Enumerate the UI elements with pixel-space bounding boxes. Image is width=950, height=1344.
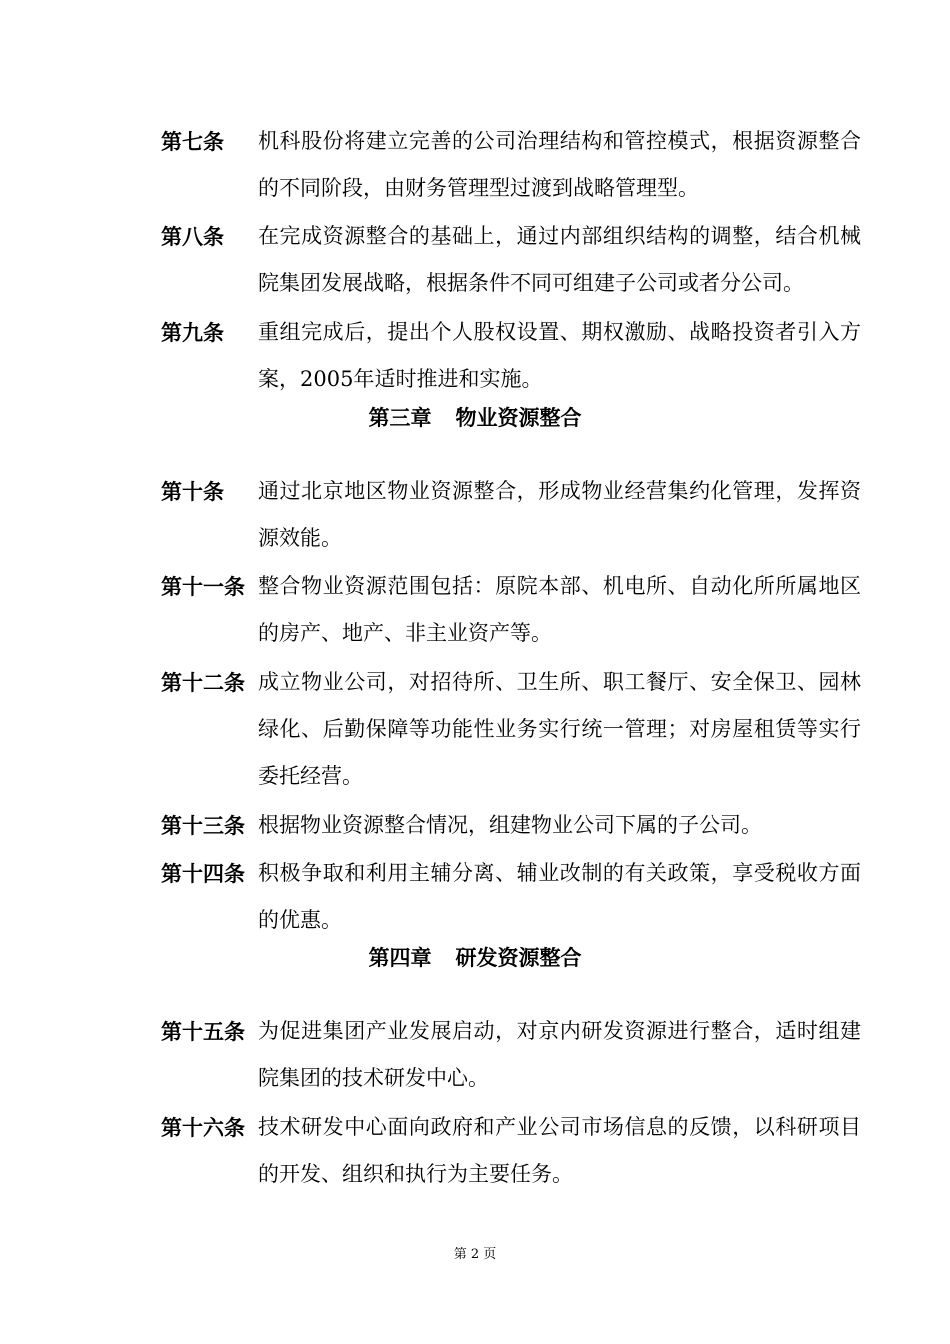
article-text: 在完成资源整合的基础上，通过内部组织结构的调整，结合机械院集团发展战略，根据条件不同可组建子公司或者分公司。	[258, 224, 861, 295]
article-16	[161, 1104, 861, 1198]
article-number: 第十一条	[161, 574, 245, 599]
article-number: 第七条	[161, 129, 224, 154]
article-text: 积极争取和利用主辅分离、辅业改制的有关政策，享受税收方面的优惠。	[258, 861, 861, 932]
article-text: 通过北京地区物业资源整合，形成物业经营集约化管理，发挥资源效能。	[258, 479, 861, 550]
article-7	[161, 118, 861, 212]
article-number: 第十五条	[161, 1019, 245, 1044]
article-8	[161, 213, 861, 307]
article-number: 第八条	[161, 224, 224, 249]
article-text: 根据物业资源整合情况，组建物业公司下属的子公司。	[258, 813, 762, 837]
article-text: 成立物业公司，对招待所、卫生所、职工餐厅、安全保卫、园林绿化、后勤保障等功能性业务实行统一管理；对房屋租赁等实行委托经营。	[258, 670, 861, 788]
chapter-title: 研发资源整合	[455, 945, 582, 970]
article-text: 整合物业资源范围包括：原院本部、机电所、自动化所所属地区的房产、地产、非主业资产等。	[258, 574, 861, 645]
chapter-4-heading	[0, 943, 950, 973]
article-number: 第九条	[161, 320, 224, 345]
article-text: 为促进集团产业发展启动，对京内研发资源进行整合，适时组建院集团的技术研发中心。	[258, 1019, 861, 1090]
article-13	[161, 802, 861, 849]
article-text: 重组完成后，提出个人股权设置、期权激励、战略投资者引入方案，2005年适时推进和实施。	[258, 320, 861, 391]
article-9	[161, 309, 861, 403]
article-number: 第十二条	[161, 670, 245, 695]
article-text: 技术研发中心面向政府和产业公司市场信息的反馈，以科研项目的开发、组织和执行为主要任务。	[258, 1115, 861, 1186]
article-number: 第十条	[161, 479, 224, 504]
article-11	[161, 563, 861, 657]
article-number: 第十三条	[161, 813, 245, 838]
article-15	[161, 1008, 861, 1102]
article-number: 第十六条	[161, 1115, 245, 1140]
article-text: 机科股份将建立完善的公司治理结构和管控模式，根据资源整合的不同阶段，由财务管理型过渡到战略管理型。	[258, 129, 861, 200]
chapter-number: 第三章	[368, 405, 432, 430]
chapter-number: 第四章	[368, 945, 432, 970]
chapter-title: 物业资源整合	[455, 405, 582, 430]
chapter-3-heading	[0, 403, 950, 433]
page-number-footer: 第 2 页	[453, 1247, 497, 1262]
article-14	[161, 850, 861, 944]
article-10	[161, 468, 861, 562]
article-number: 第十四条	[161, 861, 245, 886]
article-12	[161, 659, 861, 800]
